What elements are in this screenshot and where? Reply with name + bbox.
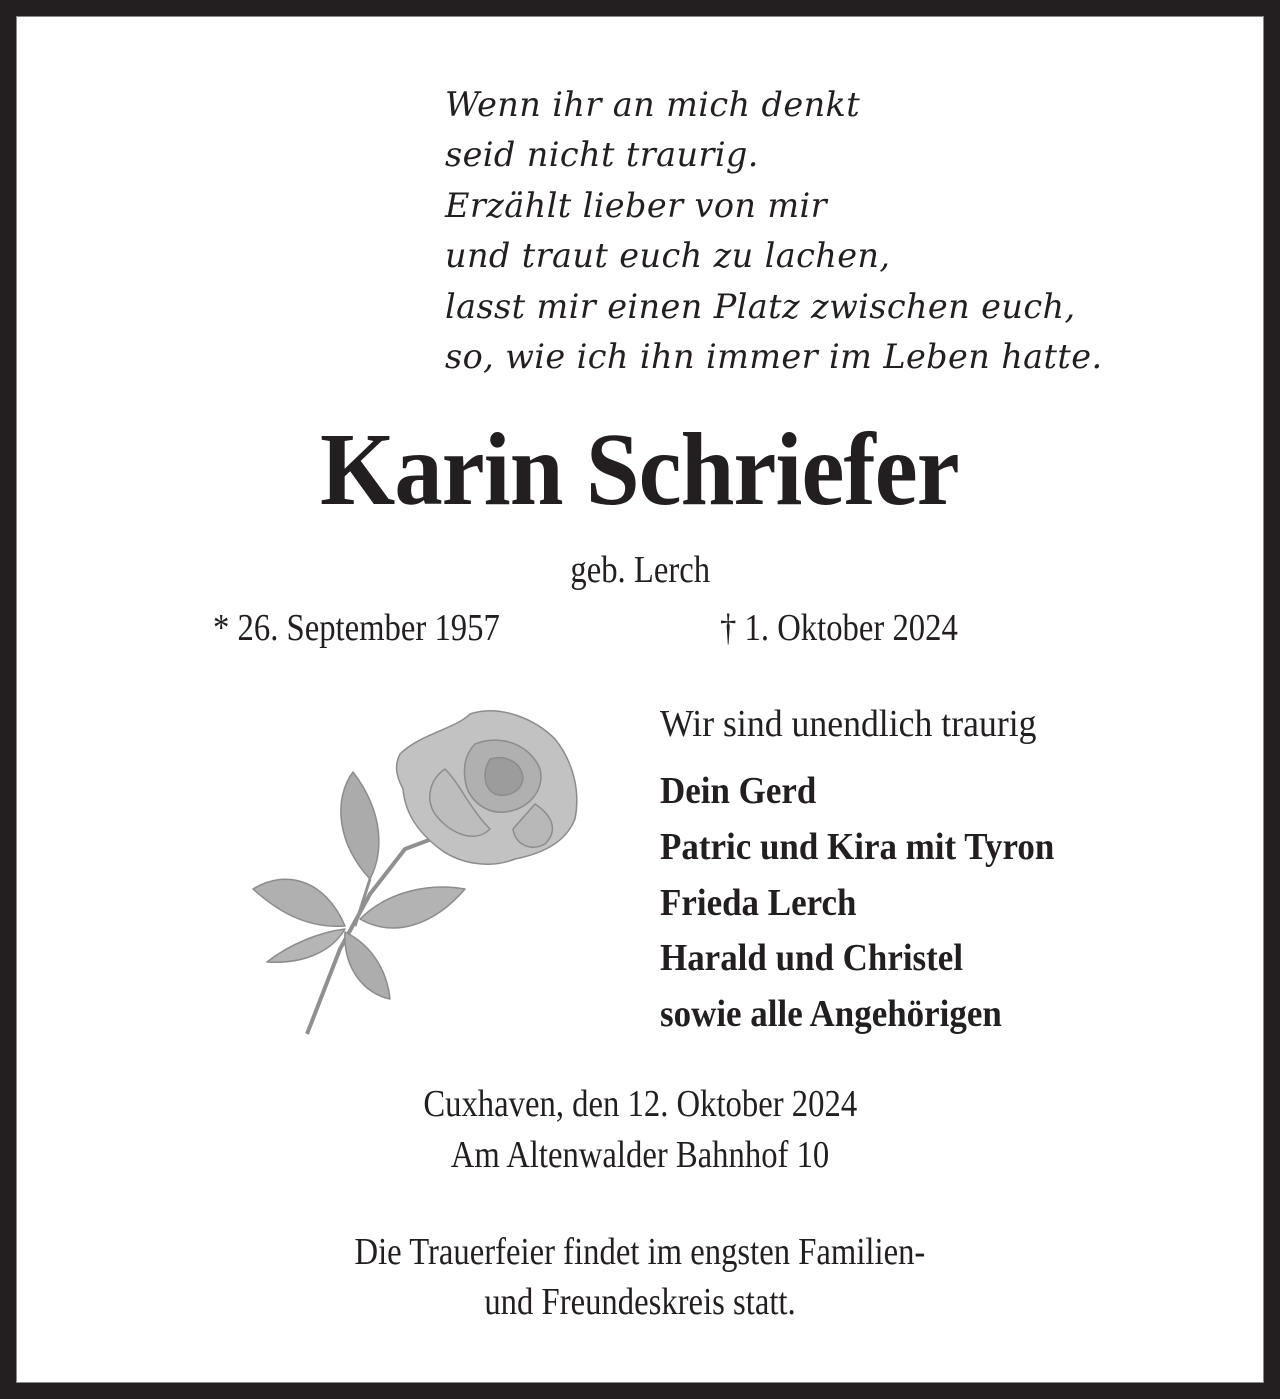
place-date-text: Cuxhaven, den 12. Oktober 2024 — [423, 1083, 857, 1125]
service-note-text: Die Trauerfeier findet im engsten Familien- — [354, 1231, 926, 1273]
mourner-name — [660, 820, 1089, 876]
service-note-line2 — [0, 1280, 1280, 1324]
place-date — [0, 1082, 1280, 1126]
maiden-name-text: geb. Lerch — [570, 549, 710, 591]
service-note-line1 — [0, 1230, 1280, 1274]
poem-line: so, wie ich ihn immer im Leben hatte. — [445, 337, 1103, 378]
deceased-name — [0, 410, 1280, 530]
birth-date — [213, 606, 547, 650]
mourner-name — [660, 764, 1089, 820]
address-text: Am Altenwalder Bahnhof 10 — [450, 1134, 830, 1176]
poem-line: Wenn ihr an mich denkt — [445, 85, 861, 125]
mourner-name — [660, 876, 1089, 932]
poem-line: Erzählt lieber von mir — [445, 185, 828, 226]
rose-icon — [245, 704, 585, 1039]
deceased-name-text: Karin Schriefer — [320, 412, 959, 527]
birth-date-text: * 26. September 1957 — [213, 607, 500, 649]
mourners-intro — [660, 702, 1061, 746]
poem — [445, 80, 1113, 382]
poem-line: lasst mir einen Platz zwischen euch, — [445, 286, 1076, 327]
mourners-intro-text: Wir sind unendlich traurig — [660, 703, 1037, 745]
address — [0, 1133, 1280, 1177]
mourner-name-text: Frieda Lerch — [660, 881, 857, 924]
service-note-text: und Freundeskreis statt. — [484, 1281, 796, 1323]
death-date-text: † 1. Oktober 2024 — [720, 607, 958, 649]
mourner-name-text: Dein Gerd — [660, 770, 817, 812]
mourner-name-text: sowie alle Angehörigen — [660, 993, 1002, 1036]
poem-line: und traut euch zu lachen, — [445, 236, 891, 277]
mourners-list — [660, 764, 1089, 1043]
death-date — [720, 606, 997, 650]
maiden-name — [0, 548, 1280, 592]
mourner-name — [660, 987, 1089, 1043]
mourner-name — [660, 931, 1089, 987]
mourner-name-text: Harald und Christel — [660, 937, 964, 980]
mourner-name-text: Patric und Kira mit Tyron — [660, 825, 1055, 868]
poem-line: seid nicht traurig. — [445, 135, 759, 176]
